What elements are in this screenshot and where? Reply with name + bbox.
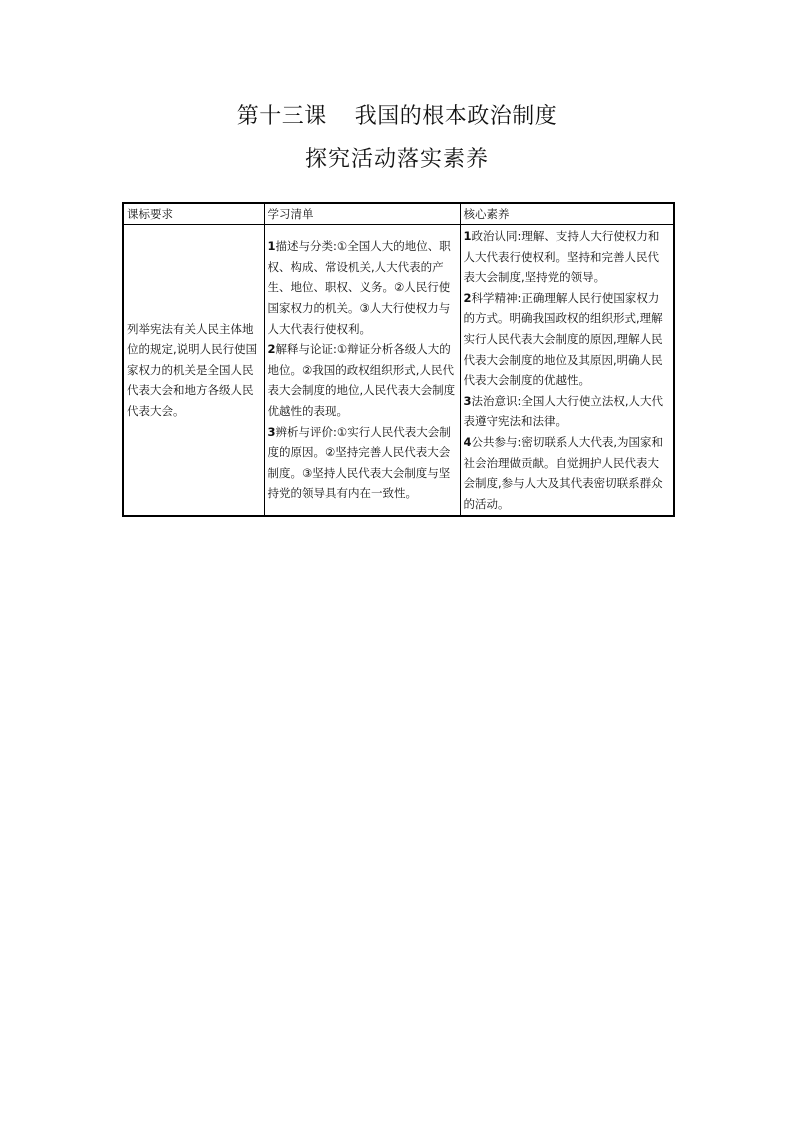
item-number: 1 [267, 239, 276, 254]
core-literacy-item [464, 432, 671, 514]
header-curriculum-requirement: 课标要求 [123, 203, 264, 225]
study-list-cell [264, 225, 460, 517]
item-text: 科学精神:正确理解人民行使国家权力的方式。明确我国政权的组织形式,理解实行人民代表大会制度的原因,理解人民代表大会制度的地位及其原因,明确人民代表大会制度的优越性。 [463, 290, 663, 388]
curriculum-requirement-cell: 列举宪法有关人民主体地位的规定,说明人民行使国家权力的机关是全国人民代表大会和地方各级人民代表大会。 [123, 225, 264, 517]
item-number: 2 [463, 290, 472, 305]
lesson-number: 第十三课 [236, 104, 327, 129]
header-core-literacy: 核心素养 [460, 203, 674, 225]
core-literacy-item [464, 288, 671, 391]
item-number: 4 [463, 434, 472, 449]
study-list-item [268, 236, 457, 339]
study-list-item [268, 422, 457, 504]
core-literacy-cell [460, 225, 674, 517]
item-text: 描述与分类:①全国人大的地位、职权、构成、常设机关,人大代表的产生、地位、职权、义务。②人民行使国家权力的机关。③人大行使权力与人大代表行使权利。 [267, 239, 451, 336]
item-text: 辨析与评价:①实行人民代表大会制度的原因。②坚持完善人民代表大会制度。③坚持人民代表大会制度与坚持党的领导具有内在一致性。 [267, 424, 451, 501]
item-text: 政治认同:理解、支持人大行使权力和人大代表行使权利。坚持和完善人民代表大会制度,坚持党的领导。 [463, 229, 660, 285]
item-text: 解释与论证:①辩证分析各级人大的地位。②我国的政权组织形式,人民代表大会制度的地位,人民代表大会制度优越性的表现。 [267, 342, 456, 419]
lesson-topic: 我国的根本政治制度 [354, 104, 558, 129]
page-subtitle: 探究活动落实素养 [304, 147, 489, 172]
item-number: 2 [267, 342, 276, 357]
core-literacy-item [464, 391, 671, 432]
core-literacy-item [464, 226, 671, 288]
table-header-row [123, 203, 674, 225]
header-study-list: 学习清单 [264, 203, 460, 225]
table-row [123, 225, 674, 517]
study-list-item [268, 339, 457, 421]
item-number: 3 [267, 424, 276, 439]
item-text: 法治意识:全国人大行使立法权,人大代表遵守宪法和法律。 [463, 393, 664, 429]
item-number: 3 [463, 393, 472, 408]
lesson-plan-table [122, 202, 675, 517]
page-title [0, 100, 794, 134]
item-text: 公共参与:密切联系人大代表,为国家和社会治理做贡献。自觉拥护人民代表大会制度,参与人大及其代表密切联系群众的活动。 [463, 434, 664, 511]
item-number: 1 [463, 229, 472, 243]
